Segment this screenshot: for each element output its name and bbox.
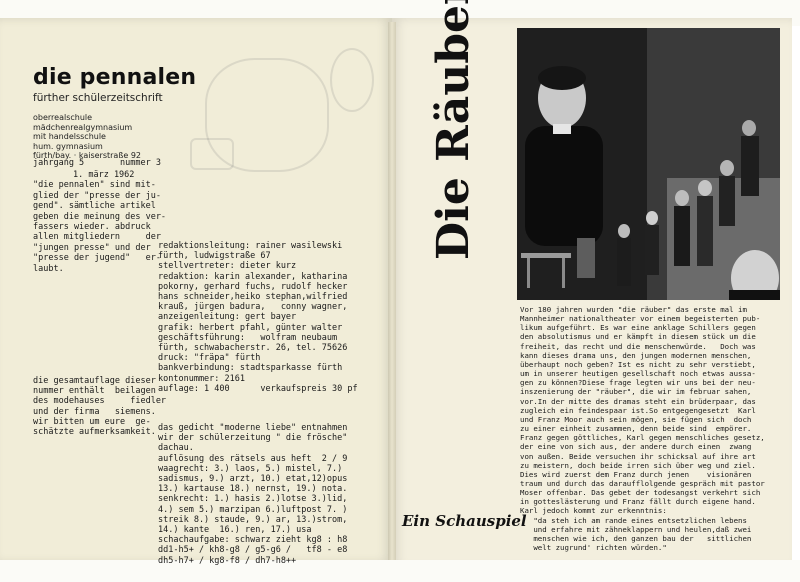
magazine-title: die pennalen bbox=[33, 65, 197, 90]
article-line: Dies wird zuerst dem Franz durch jenen visionären bbox=[520, 469, 752, 479]
article-line: den absolutismus und er kämpft in diesem stück um die bbox=[520, 332, 756, 342]
impressum-line: stellvertreter: dieter kurz bbox=[158, 261, 297, 272]
article-line: kann dieses drama uns, den jungen modernen menschen, bbox=[520, 350, 752, 360]
puzzle-line: waagrecht: 3.) laos, 5.) mistel, 7.) bbox=[158, 463, 343, 474]
article-line: zugleich ein feindespaar ist.So entgegengesetzt Karl bbox=[520, 405, 756, 415]
article-line: Moser offenbar. Das gebet der todesangst verkehrt sich bbox=[520, 488, 761, 498]
article-line: freiheit, das recht und die menschenwürde. Doch was bbox=[520, 341, 756, 351]
supplement-notice bbox=[33, 376, 173, 437]
play-subtitle: Ein Schauspiel bbox=[402, 512, 527, 530]
theatre-photo bbox=[517, 28, 780, 300]
impressum-line: anzeigenleitung: gert bayer bbox=[158, 312, 297, 323]
article-line: vor.In der mitte des dramas steht ein brüderpaar, das bbox=[520, 396, 756, 406]
article-line: Mannheimer nationaltheater vor einem begeisterten pub- bbox=[520, 314, 761, 324]
impressum-line: krauß, jürgen badura, conny wagner, bbox=[158, 302, 348, 313]
puzzle-line: sadismus, 9.) arzt, 10.) etat,12)opus bbox=[158, 474, 348, 485]
impressum-line: bankverbindung: stadtsparkasse fürth bbox=[158, 363, 343, 374]
issue-volume-number: jahrgang 5 nummer 3 bbox=[33, 158, 161, 168]
supplement-line: die gesamtauflage dieser bbox=[33, 376, 156, 386]
supplement-line: wir bitten um eure ge- bbox=[33, 416, 151, 427]
puzzle-line: das gedicht "moderne liebe" entnahmen bbox=[158, 423, 348, 433]
scan-bottom-margin bbox=[0, 560, 800, 582]
book-gutter bbox=[388, 22, 396, 567]
impressum-line: kontonummer: 2161 bbox=[158, 373, 245, 384]
article-line: gen zu können?Diese frage legten wir uns bei der neu- bbox=[520, 378, 756, 388]
school-line: mit handelsschule bbox=[33, 132, 106, 141]
article-line: menschen wie ich, den ganzen bau der sittlichen bbox=[520, 533, 752, 543]
article-line: Franz gegen göttliches, Karl gegen menschliches gesetz, bbox=[520, 433, 765, 443]
school-line: hum. gymnasium bbox=[33, 141, 103, 151]
impressum bbox=[158, 241, 388, 394]
issue-date: 1. märz 1962 bbox=[73, 170, 135, 180]
show-through-drawing bbox=[330, 48, 374, 112]
puzzle-line: schachaufgabe: schwarz zieht kg8 : h8 bbox=[158, 535, 348, 546]
puzzle-line: dachau. bbox=[158, 443, 194, 454]
article-line: und erfahre mit zähneklappern und heulen,daß zwei bbox=[520, 524, 752, 534]
impressum-line: redaktionsleitung: rainer wasilewski bbox=[158, 241, 343, 251]
notice-line: laubt. bbox=[33, 263, 64, 274]
notice-line: gend". sämtliche artikel bbox=[33, 201, 156, 212]
article-line: und Franz Moor auch sein mögen, sie fügen sich doch bbox=[520, 414, 752, 424]
notice-line: allen mitgliedern der bbox=[33, 232, 161, 243]
article-line: Vor 180 jahren wurden "die räuber" das erste mal im bbox=[520, 305, 747, 314]
impressum-line: pokorny, gerhard fuchs, rudolf hecker bbox=[158, 281, 348, 292]
school-list bbox=[33, 113, 141, 161]
puzzle-line: dh5-h7+ / kg8-f8 / dh7-h8++ bbox=[158, 555, 297, 566]
supplement-line: schätzte aufmerksamkeit. bbox=[33, 427, 156, 438]
puzzle-line: dd1-h5+ / kh8-g8 / g5-g6 / tf8 - e8 bbox=[158, 545, 348, 556]
impressum-line: fürth, schwabacherstr. 26, tel. 75626 bbox=[158, 343, 348, 354]
puzzle-line: auflösung des rätsels aus heft 2 / 9 bbox=[158, 453, 348, 464]
article-line: "da steh ich am rande eines entsetzlichen lebens bbox=[520, 515, 747, 525]
notice-line: "presse der jugend" er- bbox=[33, 253, 161, 264]
article-line: um in unserer heutigen gesellschaft noch etwas aussa- bbox=[520, 369, 756, 379]
supplement-line: nummer enthält beilagen bbox=[33, 386, 156, 397]
article-line: traum und durch das daraufflolgende gespräch mit pastor bbox=[520, 478, 765, 488]
notice-line: "jungen presse" und der bbox=[33, 242, 151, 253]
impressum-line: hans schneider,heiko stephan,wilfried bbox=[158, 292, 348, 303]
notice-line: geben die meinung des ver- bbox=[33, 211, 167, 222]
impressum-line: grafik: herbert pfahl, günter walter bbox=[158, 322, 343, 333]
puzzle-line: 13.) kartause 18.) nernst, 19.) nota. bbox=[158, 484, 348, 495]
puzzle-line: 4.) sem 5.) marzipan 6.)luftpost 7. ) bbox=[158, 504, 348, 515]
impressum-line: druck: "fräpa" fürth bbox=[158, 353, 261, 364]
puzzle-line: streik 8.) staude, 9.) ar, 13.)strom, bbox=[158, 514, 348, 525]
notice-line: fassers wieder. abdruck bbox=[33, 222, 151, 233]
puzzle-line: 14.) kante 16.) ren, 17.) usa bbox=[158, 525, 312, 536]
impressum-line: fürth, ludwigstraße 67 bbox=[158, 251, 271, 262]
impressum-line: redaktion: karin alexander, katharina bbox=[158, 271, 348, 282]
article-line: in gotteslästerung und Franz fällt durch eigene hand. bbox=[520, 497, 756, 507]
show-through-drawing bbox=[190, 138, 234, 170]
article-line: inszenierung der "räuber", die wir im februar sahen, bbox=[520, 387, 752, 397]
play-title bbox=[428, 220, 479, 260]
notice-line: "die pennalen" sind mit- bbox=[33, 180, 156, 191]
impressum-line: auflage: 1 400 verkaufspreis 30 pf bbox=[158, 383, 358, 394]
article-line: Karl jedoch kommt zur erkenntnis: bbox=[520, 506, 667, 516]
article-line: zu meistern, doch beide irren sich über weg und ziel. bbox=[520, 460, 756, 470]
supplement-line: des modehauses fiedler bbox=[33, 396, 167, 407]
supplement-line: und der firma siemens. bbox=[33, 406, 156, 417]
magazine-subtitle: fürther schülerzeitschrift bbox=[33, 92, 163, 104]
review-article bbox=[520, 305, 785, 552]
article-line: von außen. Beide versuchen ihr schicksal auf ihre art bbox=[520, 451, 756, 461]
puzzle-solutions bbox=[158, 423, 388, 566]
school-line: mädchenrealgymnasium bbox=[33, 122, 133, 132]
article-line: zu einer einheit zusammen, denn beide sind empörer. bbox=[520, 424, 752, 434]
puzzle-line: wir der schülerzeitung " die frösche" bbox=[158, 433, 348, 444]
stage-scene-image bbox=[517, 28, 780, 300]
puzzle-line: senkrecht: 1.) hasis 2.)lotse 3.)lid, bbox=[158, 494, 348, 505]
impressum-line: geschäftsführung: wolfram neubaum bbox=[158, 332, 338, 343]
school-line: oberrealschule bbox=[33, 113, 93, 122]
school-line: fürth/bay. · kaiserstraße 92 bbox=[33, 151, 141, 160]
article-line: überhaupt noch geben? Ist es nicht zu sehr verstiebt, bbox=[520, 359, 756, 369]
article-line: der eine von sich aus, der andere durch einen zwang bbox=[520, 442, 752, 452]
notice-line: glied der "presse der ju- bbox=[33, 190, 161, 201]
issue-info bbox=[33, 158, 161, 168]
article-line: likum aufgeführt. Es war eine anklage Schillers gegen bbox=[520, 323, 756, 333]
article-line: welt zugrund' richten würden." bbox=[520, 543, 667, 553]
